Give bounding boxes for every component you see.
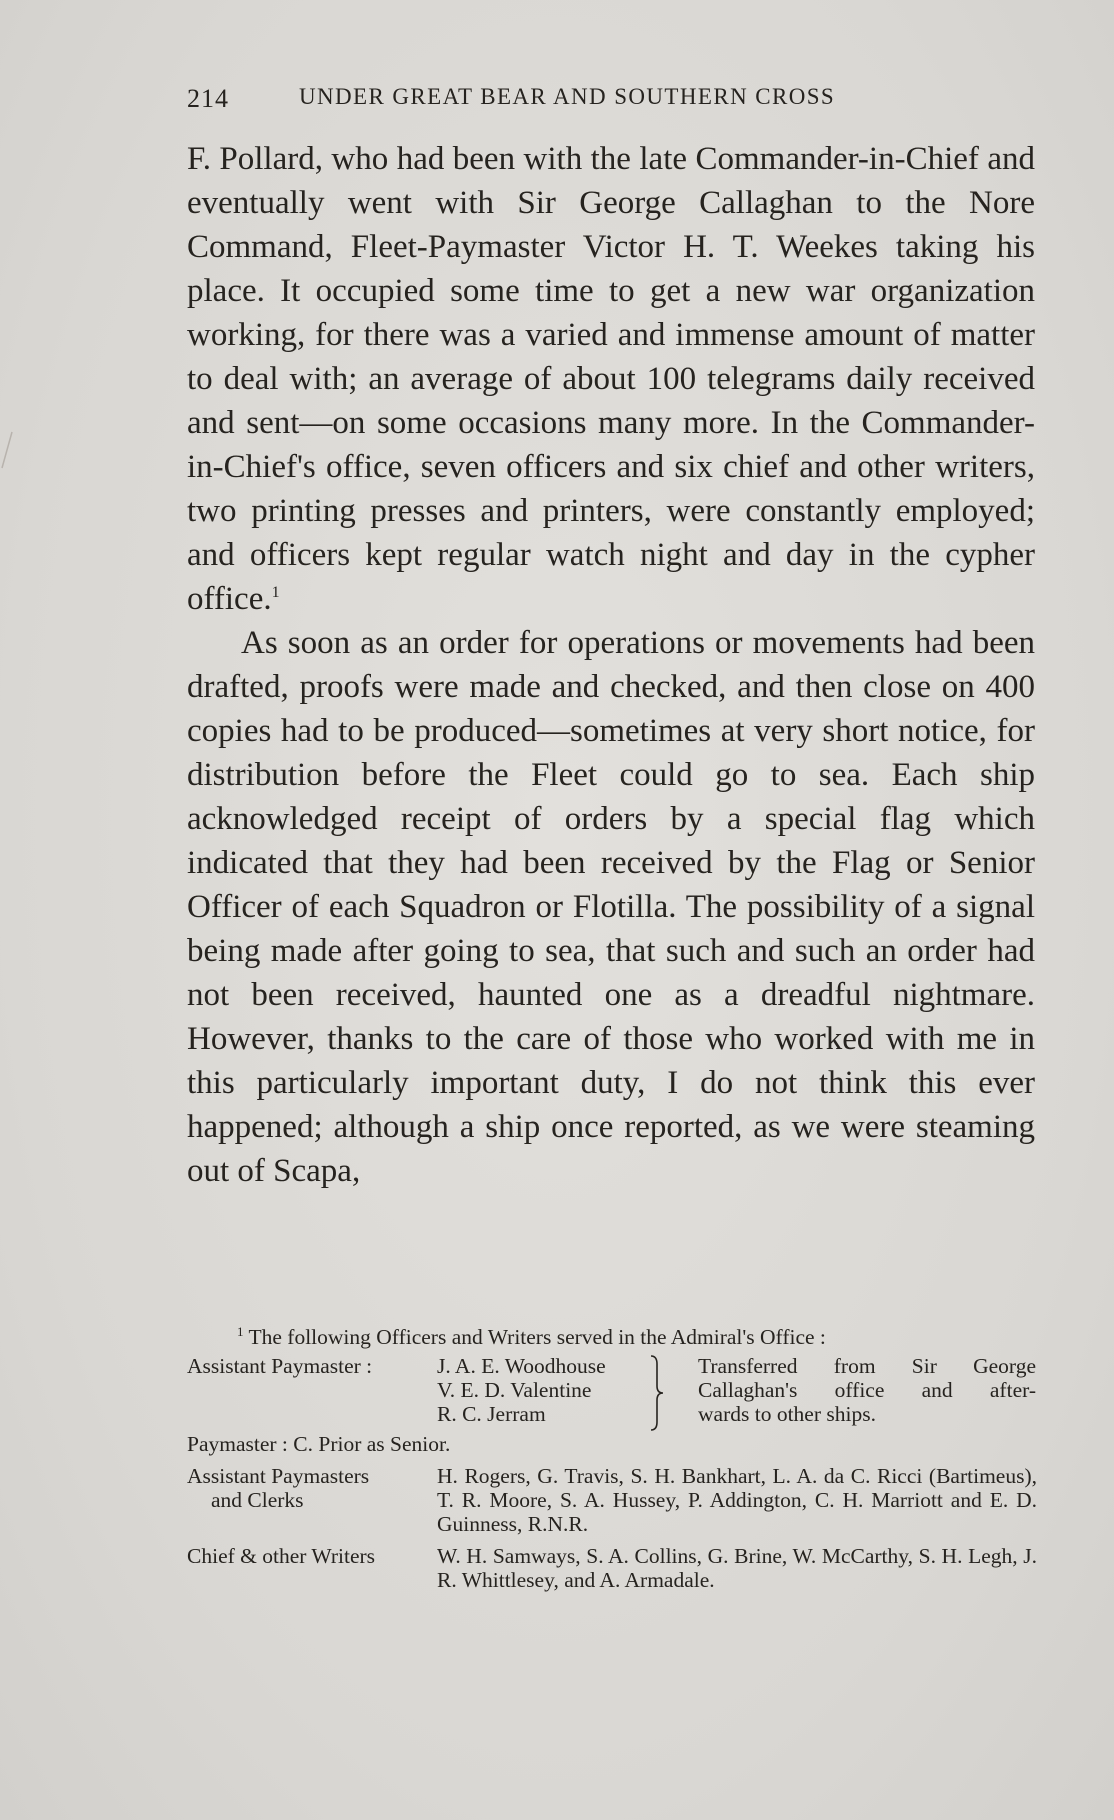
footnote-intro-text: The following Officers and Writers served in the Admiral's Office : (248, 1325, 826, 1350)
footnote-reference: 1 (271, 584, 280, 601)
writers-label: Chief & other Writers (187, 1544, 376, 1568)
assistant-paymaster-names (437, 1354, 606, 1426)
paragraph-2: As soon as an order for operations or movements had been drafted, proofs were made and checked, and then close on 400 copies had to be produced—sometimes at very short notice, for distribution before the Fleet could go to sea. Each ship acknowledged receipt of orders by a special flag which indicated that they had been received by the Flag or Senior Officer of each Squadron or Flotilla. The possibility of a signal being made after going to sea, that such and such an order had not been received, haunted one as a dreadful nightmare. However, thanks to the care of those who worked with me in this particularly important duty, I do not think this ever happened; although a ship once reported, as we were steaming out of Scapa, (187, 625, 1035, 1189)
paragraph-1-text: F. Pollard, who had been with the late Commander-in-Chief and eventually went with Sir George Callaghan to the Nore Command, Fleet-Paymaster Victor H. T. Weekes taking his place. It occupied some time to get a new war organization working, for there was a varied and immense amount of matter to deal with; an average of about 100 telegrams daily received and sent—on some occasions many more. In the Commander-in-Chief's office, seven officers and six chief and other writers, two printing presses and printers, were constantly employed; and officers kept regular watch night and day in the cypher office. (187, 141, 1035, 617)
footnote-clerks (187, 1464, 1039, 1544)
body-text (187, 137, 1035, 1193)
assistant-paymaster-label: Assistant Paymaster : (187, 1354, 373, 1378)
footnote-writers (187, 1544, 1039, 1600)
name-jerram: R. C. Jerram (437, 1402, 546, 1426)
transfer-note-line-2: Callaghan's office and after- (698, 1378, 1036, 1402)
name-woodhouse: J. A. E. Woodhouse (437, 1354, 606, 1378)
pencil-mark-decoration (0, 430, 14, 470)
page-number: 214 (187, 84, 229, 113)
clerks-label-line-1: Assistant Paymasters (187, 1464, 370, 1488)
running-head (187, 84, 927, 118)
running-title: UNDER GREAT BEAR AND SOUTHERN CROSS (299, 84, 836, 109)
footnote-marker: 1 (237, 1324, 244, 1339)
transfer-note (698, 1354, 1036, 1426)
footnote-paymaster: Paymaster : C. Prior as Senior. (187, 1432, 451, 1456)
right-brace (650, 1354, 664, 1432)
clerks-names: H. Rogers, G. Travis, S. H. Bankhart, L. A. da C. Ricci (Bartimeus), T. R. Moore, S. A. Hussey, P. Addington, C. H. Marriott and E. D. Guinness, R.N.R. (437, 1464, 1037, 1536)
clerks-label (187, 1464, 369, 1512)
transfer-note-line-1: Transferred from Sir George (698, 1354, 1036, 1378)
paragraph-1 (187, 137, 1035, 621)
clerks-label-line-2: and Clerks (211, 1488, 304, 1512)
footnote-intro (237, 1320, 826, 1349)
transfer-note-line-3: wards to other ships. (698, 1402, 876, 1426)
name-valentine: V. E. D. Valentine (437, 1378, 592, 1402)
writers-names: W. H. Samways, S. A. Collins, G. Brine, W. McCarthy, S. H. Legh, J. R. Whittlesey, and A. Armadale. (437, 1544, 1037, 1592)
